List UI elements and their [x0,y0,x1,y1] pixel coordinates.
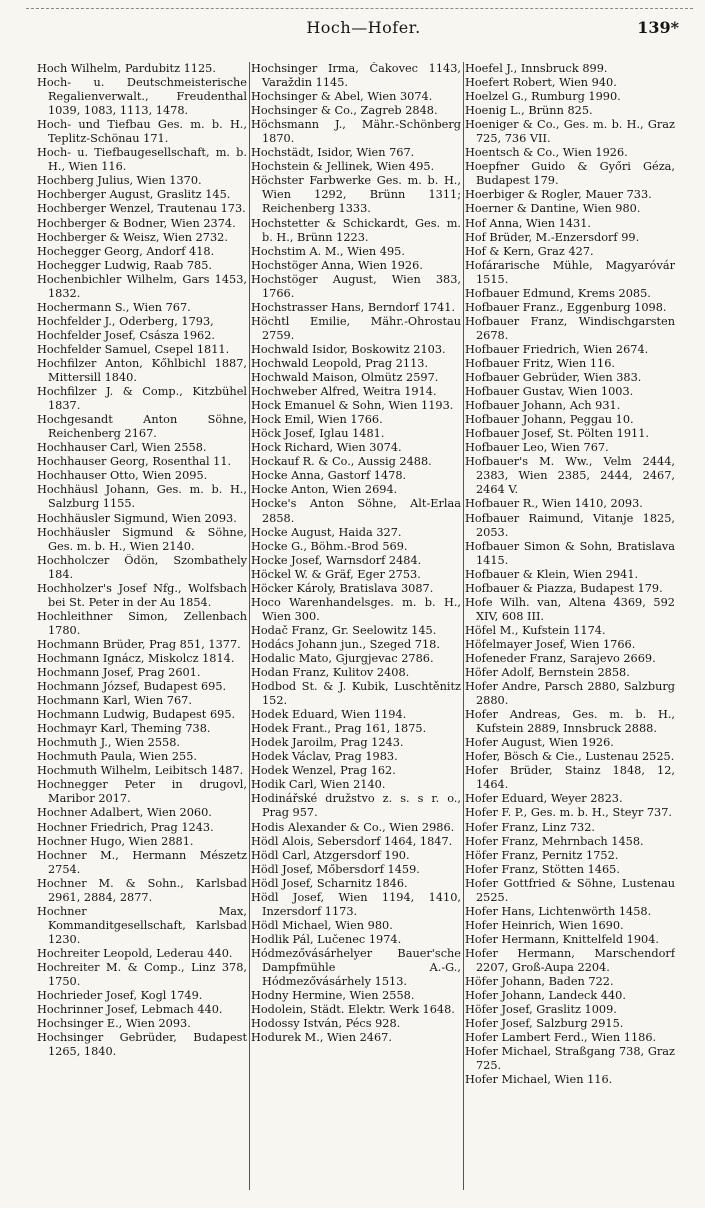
directory-entry: Hodis Alexander & Co., Wien 2986. [251,820,455,834]
directory-entry: Hochsinger Irma, Čakovec 1143, Varaždin 1145. [251,62,461,90]
directory-entry: Hochfelder J., Oderberg, 1793, [37,314,214,328]
directory-entry: Hofer Franz, Linz 732. [465,820,595,834]
directory-entry: Hochreiter M. & Comp., Linz 378, 1750. [37,961,247,989]
directory-entry: Hofer Brüder, Stainz 1848, 12, 1464. [465,764,675,792]
directory-entry: Hockauf R. & Co., Aussig 2488. [251,455,432,469]
directory-entry: Hofbauer Leo, Wien 767. [465,441,609,455]
directory-entry: Hochstim A. M., Wien 495. [251,244,405,258]
directory-entry: Hoerner & Dantine, Wien 980. [465,202,641,216]
directory-entry: Hodbod St. & J. Kubik, Luschtěnitz 152. [251,680,461,708]
directory-entry: Hochmuth J., Wien 2558. [37,736,180,750]
directory-entry: Hofbauer Gebrüder, Wien 383. [465,371,642,385]
directory-entry: Hochmann Karl, Wien 767. [37,694,192,708]
directory-entry: Höcker Károly, Bratislava 3087. [251,581,434,595]
directory-entry: Hödl Alois, Sebersdorf 1464, 1847. [251,834,453,848]
directory-entry: Hochner Max, Kommanditgesellschaft, Karlsbad 1230. [37,904,247,946]
directory-entry: Hochhäusler Sigmund, Wien 2093. [37,511,237,525]
directory-entry: Hochrieder Josef, Kogl 1749. [37,989,203,1003]
directory-entry: Hofbauer Fritz, Wien 116. [465,356,616,370]
directory-entry: Höfer Adolf, Bernstein 2858. [465,666,630,680]
directory-entry: Hochstöger August, Wien 383, 1766. [251,272,461,300]
directory-entry: Hoenig L., Brünn 825. [465,104,593,118]
directory-entry: Hoefel J., Innsbruck 899. [465,62,608,75]
directory-entry: Hofer, Bösch & Cie., Lustenau 2525. [465,750,675,764]
directory-entry: Höck Josef, Iglau 1481. [251,427,385,441]
column-1 [37,62,247,1059]
directory-entry: Hofbauer Friedrich, Wien 2674. [465,342,649,356]
column-3 [465,62,675,1087]
directory-entry: Hödl Carl, Atzgersdorf 190. [251,848,410,862]
directory-entry: Höckel W. & Gräf, Eger 2753. [251,567,421,581]
directory-entry: Hof & Kern, Graz 427. [465,244,594,258]
directory-entry: Hoeniger & Co., Ges. m. b. H., Graz 725, 736 VII. [465,118,675,146]
directory-entry: Hock Emil, Wien 1766. [251,413,383,427]
directory-entry: Hofbauer Johann, Ach 931. [465,399,621,413]
directory-entry: Hochberger & Weisz, Wien 2732. [37,230,228,244]
directory-entry: Hofbauer & Klein, Wien 2941. [465,567,639,581]
directory-entry: Hochmuth Wilhelm, Leibitsch 1487. [37,764,244,778]
directory-entry: Hofer Hans, Lichtenwörth 1458. [465,904,652,918]
directory-entry: Hofárarische Mühle, Magyaróvár 1515. [465,258,675,286]
directory-entry: Hochstrasser Hans, Berndorf 1741. [251,300,456,314]
directory-entry: Hodolein, Städt. Elektr. Werk 1648. [251,1003,455,1017]
directory-entry: Hochegger Georg, Andorf 418. [37,244,215,258]
directory-entry: Hof Brüder, M.-Enzersdorf 99. [465,230,640,244]
directory-entry: Hochsinger & Abel, Wien 3074. [251,90,433,104]
directory-entry: Hochfelder Josef, Császa 1962. [37,328,216,342]
directory-entry: Hochner Adalbert, Wien 2060. [37,806,212,820]
directory-entry: Hofer Heinrich, Wien 1690. [465,918,624,932]
directory-entry: Hofbauer Gustav, Wien 1003. [465,385,634,399]
directory-entry: Hocke Anton, Wien 2694. [251,483,398,497]
directory-entry: Hödl Josef, Wien 1194, 1410, Inzersdorf 1173. [251,890,461,918]
directory-entry: Höfer Franz, Pernitz 1752. [465,848,619,862]
directory-entry: Hofbauer Raimund, Vitanje 1825, 2053. [465,511,675,539]
directory-entry: Hochholczer Ödön, Szombathely 184. [37,553,247,581]
directory-entry: Hoerbiger & Rogler, Mauer 733. [465,188,652,202]
directory-entry: Hocke Josef, Warnsdorf 2484. [251,553,422,567]
directory-entry: Hofer Josef, Salzburg 2915. [465,1017,624,1031]
directory-entry: Hochmann Ludwig, Budapest 695. [37,708,236,722]
directory-entry: Hochner Friedrich, Prag 1243. [37,820,214,834]
directory-entry: Hódmezővásárhelyer Bauer'sche Dampfmühle A.-G., Hódmezővásárhely 1513. [251,946,461,989]
directory-entry: Hödl Michael, Wien 980. [251,918,393,932]
directory-entry: Hofer Franz, Mehrnbach 1458. [465,834,644,848]
directory-entry: Hochwald Isidor, Boskowitz 2103. [251,342,446,356]
directory-entry: Hochberg Julius, Wien 1370. [37,174,202,188]
directory-entry: Höfer Johann, Baden 722. [465,975,614,989]
directory-entry: Hodalic Mato, Gjurgjevac 2786. [251,651,434,665]
directory-entry: Hofer Johann, Landeck 440. [465,989,626,1003]
directory-entry: Hofer Michael, Wien 116. [465,1073,613,1087]
directory-entry: Hodny Hermine, Wien 2558. [251,989,415,1003]
directory-entry: Hofbauer Johann, Peggau 10. [465,413,634,427]
directory-entry: Hocke August, Haida 327. [251,525,402,539]
directory-entry: Hodács Johann jun., Szeged 718. [251,637,440,651]
directory-entry: Hochnegger Peter in drugovl, Maribor 2017. [37,778,247,806]
directory-entry: Hochstädt, Isidor, Wien 767. [251,146,415,160]
directory-entry: Hofer August, Wien 1926. [465,736,614,750]
directory-entry: Hochleithner Simon, Zellenbach 1780. [37,609,247,637]
directory-entry: Hochsinger & Co., Zagreb 2848. [251,104,438,118]
directory-entry: Hochsinger E., Wien 2093. [37,1017,191,1031]
directory-entry: Hochermann S., Wien 767. [37,300,191,314]
directory-entry: Hodek Václav, Prag 1983. [251,750,398,764]
directory-entry: Hodek Jaroilm, Prag 1243. [251,736,404,750]
directory-entry: Hofbauer Franz, Windischgarsten 2678. [465,314,675,342]
directory-entry: Hochgesandt Anton Söhne, Reichenberg 2167. [37,413,247,441]
directory-entry: Hochberger Wenzel, Trautenau 173. [37,202,246,216]
directory-entry: Hoco Warenhandelsges. m. b. H., Wien 300. [251,595,461,623]
directory-entry: Hoch- u. Tiefbaugesellschaft, m. b. H., Wien 116. [37,146,247,174]
directory-entry: Hofer Andreas, Ges. m. b. H., Kufstein 2889, Innsbruck 2888. [465,708,675,736]
directory-entry: Hofbauer R., Wien 1410, 2093. [465,497,643,511]
directory-entry: Hodik Carl, Wien 2140. [251,778,386,792]
directory-entry: Höchtl Emilie, Mähr.-Ohrostau 2759. [251,314,461,342]
directory-entry: Hoch- und Tiefbau Ges. m. b. H., Teplitz-Schönau 171. [37,118,247,146]
directory-entry: Hoentsch & Co., Wien 1926. [465,146,628,160]
directory-entry: Hofbauer Simon & Sohn, Bratislava 1415. [465,539,675,567]
directory-entry: Höfel M., Kufstein 1174. [465,623,606,637]
directory-entry: Hochstöger Anna, Wien 1926. [251,258,423,272]
directory-entry: Hödl Josef, Scharnitz 1846. [251,876,408,890]
directory-entry: Hofe Wilh. van, Altena 4369, 592 XIV, 608 III. [465,595,675,623]
directory-entry: Hoepfner Guido & Győri Géza, Budapest 179. [465,160,675,188]
directory-entry: Hochsinger Gebrüder, Budapest 1265, 1840. [37,1031,247,1059]
directory-entry: Hodan Franz, Kulitov 2408. [251,666,410,680]
directory-entry: Hock Richard, Wien 3074. [251,441,402,455]
directory-entry: Hochberger August, Graslitz 145. [37,188,231,202]
directory-entry: Hofer Lambert Ferd., Wien 1186. [465,1031,657,1045]
directory-entry: Hochfilzer Anton, Kőhlbichl 1887, Mittersill 1840. [37,356,247,385]
directory-entry: Hodinářské družstvo z. s. s r. o., Prag 957. [251,792,461,820]
directory-entry: Hofbauer's M. Ww., Velm 2444, 2383, Wien 2385, 2444, 2467, 2464 V. [465,455,675,497]
directory-entry: Hochenbichler Wilhelm, Gars 1453, 1832. [37,272,247,300]
directory-entry: Hochner M., Hermann Mészetz 2754. [37,848,247,876]
directory-entry: Hochmuth Paula, Wien 255. [37,750,198,764]
directory-entry: Hodek Frant., Prag 161, 1875. [251,722,427,736]
directory-entry: Hocke Anna, Gastorf 1478. [251,469,407,483]
directory-entry: Höchsmann J., Mähr.-Schönberg 1870. [251,118,461,146]
directory-entry: Hofbauer & Piazza, Budapest 179. [465,581,663,595]
directory-entry: Hock Emanuel & Sohn, Wien 1193. [251,399,454,413]
page-header [38,18,689,44]
directory-entry: Hochweber Alfred, Weitra 1914. [251,385,437,399]
directory-entry: Hof Anna, Wien 1431. [465,216,591,230]
directory-entry: Hochmann Josef, Prag 2601. [37,666,201,680]
directory-entry: Hochwald Leopold, Prag 2113. [251,356,429,370]
directory-entry: Hofer F. P., Ges. m. b. H., Steyr 737. [465,806,672,820]
directory-entry: Hochstetter & Schickardt, Ges. m. b. H., Brünn 1223. [251,216,461,244]
directory-entry: Hofbauer Josef, St. Pölten 1911. [465,427,649,441]
directory-entry: Hofeneder Franz, Sarajevo 2669. [465,651,656,665]
directory-entry: Hodossy István, Pécs 928. [251,1017,401,1031]
directory-entry: Hoch Wilhelm, Pardubitz 1125. [37,62,216,75]
directory-entry: Hochhauser Georg, Rosenthal 11. [37,455,232,469]
directory-entry: Hochmayr Karl, Theming 738. [37,722,211,736]
directory-entry: Hochhauser Carl, Wien 2558. [37,441,207,455]
directory-entry: Hödl Josef, Mőbersdorf 1459. [251,862,420,876]
directory-entry: Hochegger Ludwig, Raab 785. [37,258,212,272]
directory-entry: Hocke G., Böhm.-Brod 569. [251,539,408,553]
directory-entry: Hofer Hermann, Marschendorf 2207, Groß-Aupa 2204. [465,946,675,974]
directory-entry: Hochfilzer J. & Comp., Kitzbühel 1837. [37,385,247,413]
directory-entry: Hodek Eduard, Wien 1194. [251,708,407,722]
directory-entry: Hodek Wenzel, Prag 162. [251,764,396,778]
directory-entry: Hofbauer Franz., Eggenburg 1098. [465,300,667,314]
directory-entry: Hofer Michael, Straßgang 738, Graz 725. [465,1045,675,1073]
page-title: Hoch—Hofer. [306,18,421,37]
directory-entry: Hofbauer Edmund, Krems 2085. [465,286,651,300]
directory-entry: Hofer Andre, Parsch 2880, Salzburg 2880. [465,680,675,708]
directory-entry: Hofer Franz, Stötten 1465. [465,862,620,876]
directory-entry: Hochstein & Jellinek, Wien 495. [251,160,435,174]
directory-entry: Hochberger & Bodner, Wien 2374. [37,216,236,230]
directory-entry: Hodlik Pál, Lučenec 1974. [251,932,402,946]
page-top-rule [26,8,693,9]
directory-entry: Höfer Josef, Graslitz 1009. [465,1003,617,1017]
directory-entry: Hodač Franz, Gr. Seelowitz 145. [251,623,437,637]
directory-entry: Hochhäusl Johann, Ges. m. b. H., Salzburg 1155. [37,483,247,511]
directory-entry: Hochmann Ignácz, Miskolcz 1814. [37,651,235,665]
directory-entry: Hodurek M., Wien 2467. [251,1031,392,1045]
directory-entry: Hocke's Anton Söhne, Alt-Erlaa 2858. [251,497,461,525]
directory-entry: Hochhauser Otto, Wien 2095. [37,469,208,483]
page-number: 139* [637,18,679,37]
directory-entry: Hochholzer's Josef Nfg., Wolfsbach bei St. Peter in der Au 1854. [37,581,247,609]
column-2 [251,62,461,1045]
directory-entry: Höfelmayer Josef, Wien 1766. [465,637,636,651]
directory-entry: Höchster Farbwerke Ges. m. b. H., Wien 1292, Brünn 1311; Reichenberg 1333. [251,174,461,216]
directory-entry: Hofer Eduard, Weyer 2823. [465,792,623,806]
directory-entry: Hochhäusler Sigmund & Söhne, Ges. m. b. H., Wien 2140. [37,525,247,553]
directory-entry: Hochmann József, Budapest 695. [37,680,227,694]
directory-entry: Hofer Gottfried & Söhne, Lustenau 2525. [465,876,675,904]
directory-entry: Hochmann Brüder, Prag 851, 1377. [37,637,241,651]
directory-entry: Hochrinner Josef, Lebmach 440. [37,1003,223,1017]
directory-entry: Hochwald Maison, Olmütz 2597. [251,371,439,385]
directory-entry: Hochreiter Leopold, Lederau 440. [37,946,233,960]
directory-entry: Hofer Hermann, Knittelfeld 1904. [465,932,659,946]
directory-entry: Hochner Hugo, Wien 2881. [37,834,194,848]
directory-columns [37,62,675,1192]
directory-entry: Hoelzel G., Rumburg 1990. [465,90,621,104]
directory-entry: Hochfelder Samuel, Csepel 1811. [37,342,230,356]
directory-entry: Hoch- u. Deutschmeisterische Regalienverwalt., Freudenthal 1039, 1083, 1113, 1478. [37,76,247,118]
directory-entry: Hochner M. & Sohn., Karlsbad 2961, 2884, 2877. [37,876,247,904]
directory-entry: Hoefert Robert, Wien 940. [465,76,617,90]
